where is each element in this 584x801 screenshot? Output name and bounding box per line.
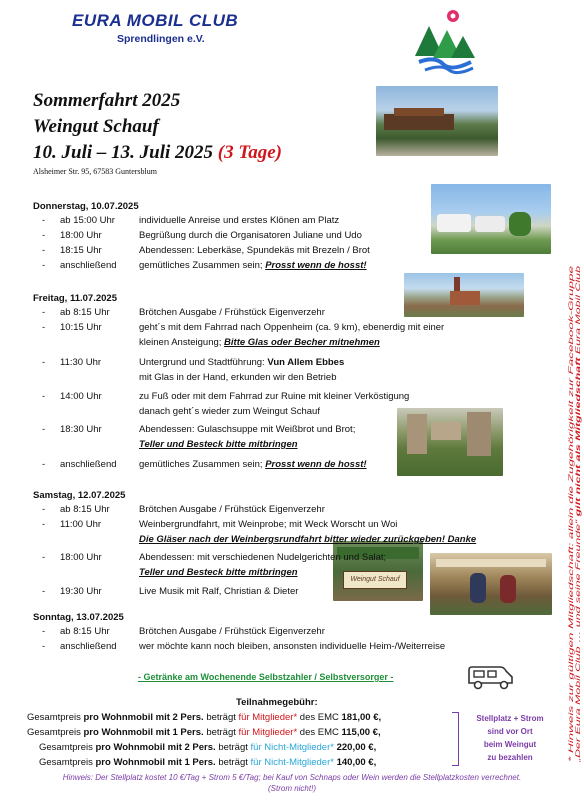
hint-note: Hinweis: Der Stellplatz kostet 10 €/Tag + Strom 5 €/Tag; bei Kauf von Schnaps oder Wein werden die Stellplatzkosten verrechnet. (Strom nicht!) bbox=[62, 773, 522, 793]
photo-weingut bbox=[376, 86, 498, 156]
fee-bracket bbox=[452, 712, 459, 766]
membership-side-note-2 bbox=[573, 262, 583, 762]
address: Alsheimer Str. 95, 67583 Guntersblum bbox=[33, 167, 157, 176]
club-name: EURA MOBIL CLUB bbox=[72, 11, 239, 30]
fee-row: Gesamtpreis pro Wohnmobil mit 1 Pers. beträgt für Mitglieder* des EMC 115,00 €, bbox=[27, 727, 381, 738]
photo-wagon bbox=[333, 541, 423, 601]
day-heading-saturday: Samstag, 12.07.2025 bbox=[33, 490, 126, 501]
title-line-2: Weingut Schauf bbox=[33, 116, 159, 137]
photo-music bbox=[430, 553, 552, 615]
stellplatz-note: Stellplatz + Strom sind vor Ort beim Weingut zu bezahlen bbox=[476, 714, 544, 762]
weingut-sign: Weingut Schauf bbox=[343, 571, 407, 589]
club-logo-icon bbox=[407, 4, 479, 76]
fee-title: Teilnahmegebühr: bbox=[236, 697, 318, 708]
day-heading-friday: Freitag, 11.07.2025 bbox=[33, 293, 117, 304]
drinks-note: - Getränke am Wochenende Selbstzahler / Selbstversorger - bbox=[138, 672, 394, 682]
title-line-3 bbox=[33, 142, 282, 164]
title-dates: 10. Juli – 13. Juli 2025 bbox=[33, 142, 213, 163]
photo-oppenheim bbox=[404, 273, 524, 317]
club-subtitle: Sprendlingen e.V. bbox=[117, 33, 205, 45]
photo-campsite bbox=[431, 184, 551, 254]
svg-text:* Hinweis zur gültigen Mitglie: * Hinweis zur gültigen Mitgliedschaft: allein die Zugehörigkeit zur Facebook-Gruppe bbox=[568, 529, 575, 762]
fee-row: Gesamtpreis pro Wohnmobil mit 2 Pers. beträgt für Nicht-Mitglieder* 220,00 €, bbox=[39, 742, 377, 753]
photo-ruine bbox=[397, 408, 503, 476]
day-heading-sunday: Sonntag, 13.07.2025 bbox=[33, 612, 124, 623]
svg-text:„Der Eura Mobil Club … und sei: „Der Eura Mobil Club … und seine Freunde“ gilt nicht als Mitgliedschaft Eura Mobil Club bbox=[575, 309, 582, 762]
fee-row: Gesamtpreis pro Wohnmobil mit 1 Pers. beträgt für Nicht-Mitglieder* 140,00 €, bbox=[39, 757, 377, 768]
day-heading-thursday: Donnerstag, 10.07.2025 bbox=[33, 201, 139, 212]
title-line-1: Sommerfahrt 2025 bbox=[33, 90, 181, 111]
title-duration: (3 Tage) bbox=[217, 142, 282, 163]
camper-icon bbox=[466, 663, 516, 691]
fee-row: Gesamtpreis pro Wohnmobil mit 2 Pers. beträgt für Mitglieder* des EMC 181,00 €, bbox=[27, 712, 382, 723]
